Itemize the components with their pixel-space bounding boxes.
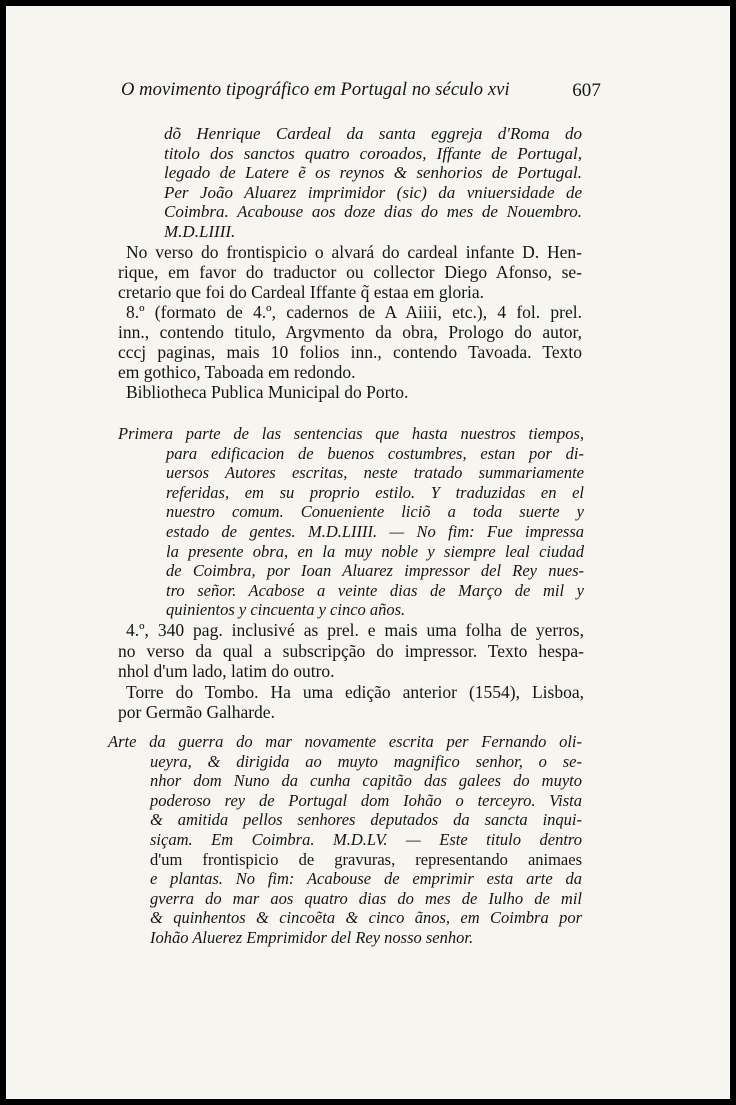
text-line: Torre do Tombo. Ha uma edição anterior (1554), Lisboa,	[126, 681, 584, 702]
text-line: 4.º, 340 pag. inclusivé as prel. e mais uma folha de yerros,	[126, 620, 584, 640]
text-line: ueyra, & dirigida ao muyto magnifico senhor, o se-	[150, 751, 582, 771]
entry3-title	[108, 732, 582, 948]
book-page	[6, 6, 730, 1099]
text-line: nuestro comum. Conueniente liciõ a toda suerte y	[166, 502, 584, 522]
text-line: d'um frontispicio de gravuras, representando animaes	[150, 849, 582, 869]
text-line: Primera parte de las sentencias que hasta nuestros tiempos,	[118, 424, 584, 443]
text-line: tro señor. Acabose a veinte dias de Março de mil y	[166, 580, 584, 600]
text-line: Bibliotheca Publica Municipal do Porto.	[126, 382, 409, 402]
text-line: nhor dom Nuno da cunha capitão das galees do muyto	[150, 771, 582, 791]
text-line: por Germão Galharde.	[118, 702, 275, 722]
entry1-title-continuation	[164, 124, 582, 242]
text-line: dõ Henrique Cardeal da santa eggreja d'Roma do	[164, 124, 582, 143]
text-line: No verso do frontispicio o alvará do cardeal infante D. Hen-	[126, 242, 582, 262]
text-line: quinientos y cincuenta y cinco años.	[166, 600, 406, 620]
text-line: em gothico, Taboada em redondo.	[118, 362, 356, 382]
text-line: siçam. Em Coimbra. M.D.LV. — Este titulo dentro	[150, 829, 582, 849]
text-line: rique, em favor do traductor ou collector Diego Afonso, se-	[118, 262, 582, 282]
text-line: Coimbra. Acabouse aos doze dias do mes de Nouembro.	[164, 202, 582, 222]
running-title: O movimento tipográfico em Portugal no século xvi	[121, 80, 510, 100]
entry1-notes	[118, 242, 582, 402]
text-line: 8.º (formato de 4.º, cadernos de A Aiiii, etc.), 4 fol. prel.	[126, 302, 582, 322]
text-line: Arte da guerra do mar novamente escrita per Fernando oli-	[108, 732, 582, 751]
entry2-title	[118, 424, 584, 620]
text-line: cretario que foi do Cardeal Iffante q̃ estaa em gloria.	[118, 282, 485, 302]
text-line: Per João Aluarez imprimidor (sic) da vniuersidade de	[164, 182, 582, 202]
page-number: 607	[572, 80, 601, 101]
text-line: para edificacion de buenos costumbres, estan por di-	[166, 443, 584, 463]
text-line: la presente obra, en la muy noble y siempre leal ciudad	[166, 541, 584, 561]
text-line: estado de gentes. M.D.LIIII. — No fim: Fue impressa	[166, 521, 584, 541]
text-line: referidas, em su proprio estilo. Y traduzidas en el	[166, 482, 584, 502]
text-line: poderoso rey de Portugal dom Iohão o terceyro. Vista	[150, 790, 582, 810]
text-line: legado de Latere ẽ os reynos & senhorios de Portugal.	[164, 163, 582, 183]
entry2-notes	[118, 620, 584, 723]
text-line: & quinhentos & cincoẽta & cinco ãnos, em Coimbra por	[150, 908, 582, 928]
text-line: gverra do mar aos quatro dias do mes de Iulho de mil	[150, 888, 582, 908]
text-line: cccj paginas, mais 10 folios inn., contendo Tavoada. Texto	[118, 342, 582, 362]
text-line: titolo dos sanctos quatro coroados, Iffante de Portugal,	[164, 143, 582, 163]
text-line: e plantas. No fim: Acabouse de emprimir esta arte da	[150, 869, 582, 889]
text-line: nhol d'um lado, latim do outro.	[118, 661, 335, 681]
text-line: Iohão Aluerez Emprimidor del Rey nosso senhor.	[150, 927, 474, 947]
text-line: inn., contendo titulo, Argvmento da obra, Prologo do autor,	[118, 322, 582, 342]
text-line: M.D.LIIII.	[164, 221, 236, 241]
text-line: no verso da qual a subscripção do impressor. Texto hespa-	[118, 640, 584, 661]
running-header	[121, 80, 601, 101]
text-line: de Coimbra, por Ioan Aluarez impressor del Rey nues-	[166, 561, 584, 581]
text-line: & amitida pellos senhores deputados da sancta inqui-	[150, 810, 582, 830]
text-line: uersos Autores escritas, neste tratado summariamente	[166, 463, 584, 483]
